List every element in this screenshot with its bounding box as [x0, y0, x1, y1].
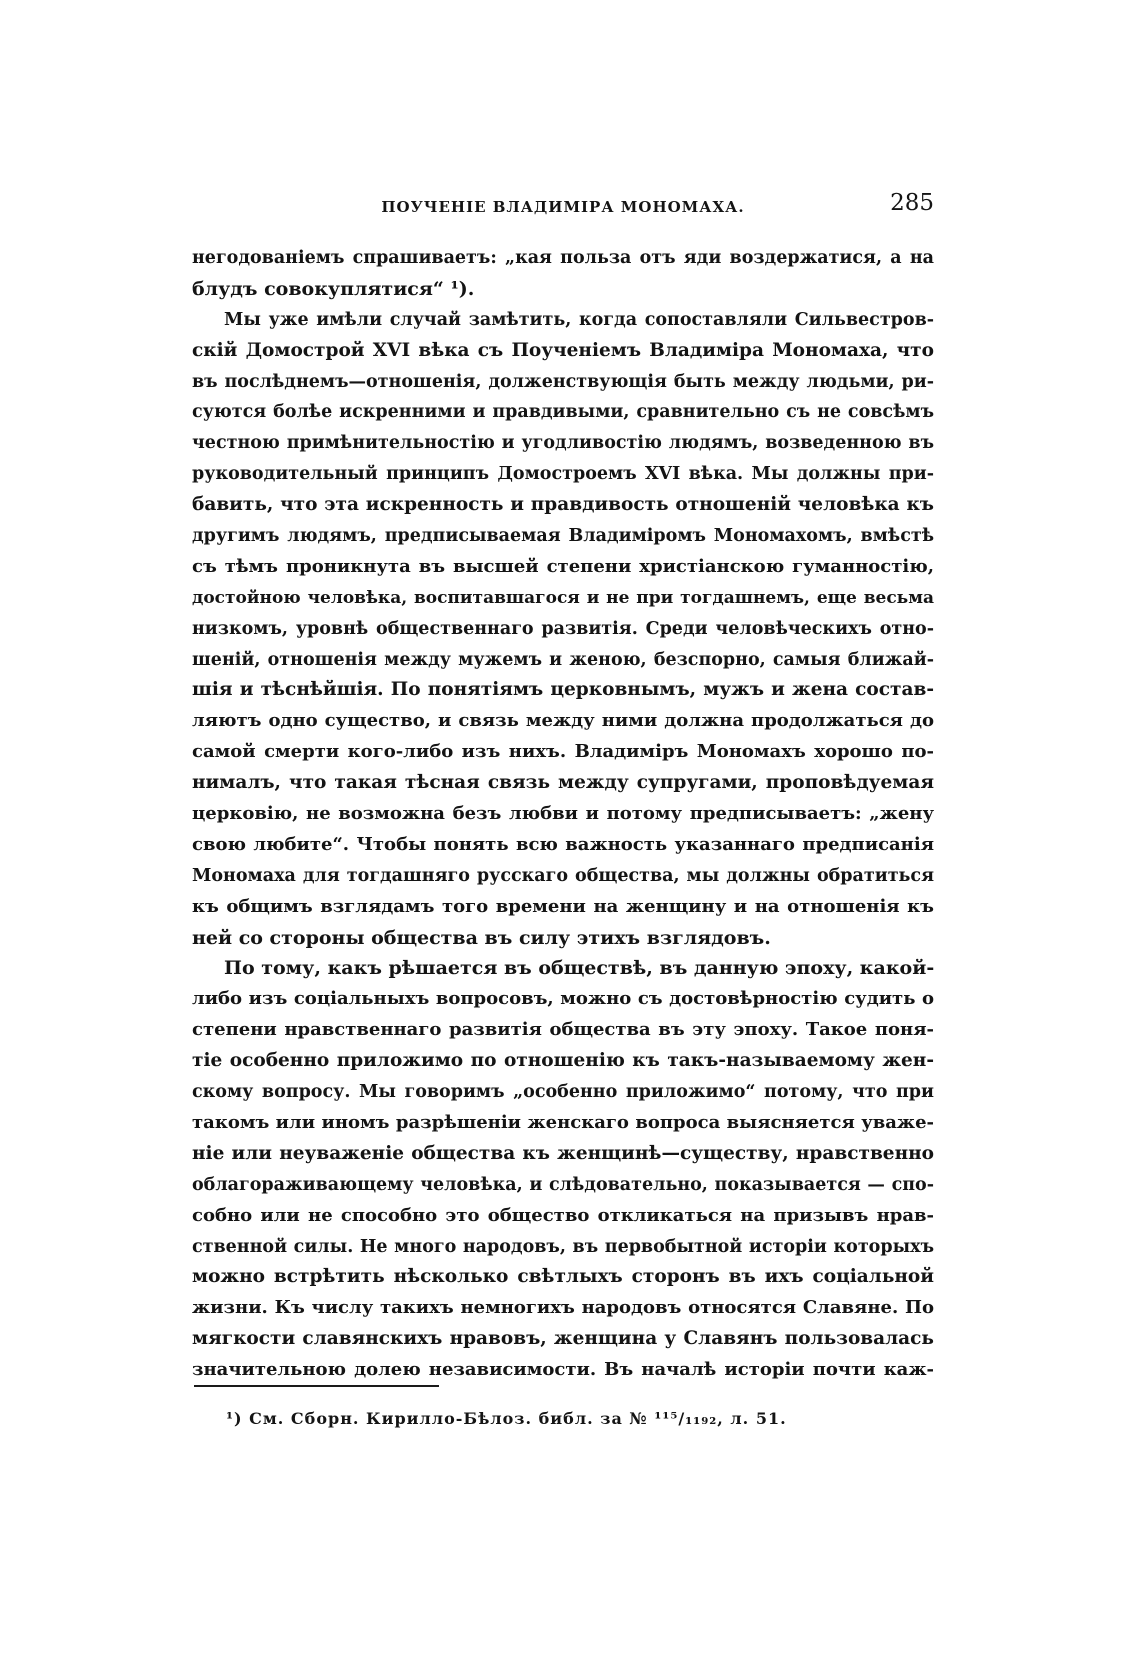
- running-head: [192, 190, 934, 230]
- text-line: къ общимъ взглядамъ того времени на женщину и на отношенія къ: [192, 895, 934, 917]
- text-line: ней со стороны общества въ силу этихъ взглядовъ.: [192, 926, 771, 949]
- text-line: низкомъ, уровнѣ общественнаго развитія. Среди человѣческихъ отно-: [192, 618, 934, 639]
- footnote: ¹) См. Сборн. Кирилло-Бѣлоз. библ. за № ¹¹⁵/₁₁₉₂, л. 51.: [226, 1409, 787, 1428]
- text-line: блудъ совокуплятися“ ¹).: [192, 277, 475, 300]
- text-line: самой смерти кого-либо изъ нихъ. Владиміръ Мономахъ хорошо по-: [192, 741, 934, 763]
- body-text: [192, 243, 934, 1386]
- text-line: ственной силы. Не много народовъ, въ первобытной исторіи которыхъ: [192, 1236, 934, 1257]
- text-line: съ тѣмъ проникнута въ высшей степени христіанскою гуманностію,: [192, 555, 934, 577]
- text-line: Мы уже имѣли случай замѣтить, когда сопоставляли Сильвестров-: [224, 309, 934, 330]
- text-line: скому вопросу. Мы говоримъ „особенно приложимо“ потому, что при: [192, 1082, 934, 1103]
- text-line: скій Домострой XVI вѣка съ Поученіемъ Владиміра Мономаха, что: [192, 339, 934, 361]
- text-line: руководительный принципъ Домостроемъ XVI вѣка. Мы должны при-: [192, 464, 934, 485]
- text-line: собно или не способно это общество откликаться на призывъ нрав-: [192, 1204, 934, 1226]
- text-line: бавить, что эта искренность и правдивость отношеній человѣка къ: [192, 494, 934, 516]
- text-line: суются болѣе искренними и правдивыми, сравнительно съ не совсѣмъ: [192, 402, 934, 423]
- text-line: церковію, не возможна безъ любви и потому предписываетъ: „жену: [192, 803, 934, 825]
- page-number: 285: [890, 190, 934, 216]
- text-line: достойною человѣка, воспитавшагося и не при тогдашнемъ, еще весьма: [192, 587, 934, 608]
- text-line: ляютъ одно существо, и связь между ними должна продолжаться до: [192, 710, 934, 732]
- text-line: значительною долею независимости. Въ началѣ исторіи почти каж-: [192, 1359, 934, 1381]
- text-line: По тому, какъ рѣшается въ обществѣ, въ данную эпоху, какой-: [224, 957, 934, 980]
- text-line: въ послѣднемъ—отношенія, долженствующія быть между людьми, ри-: [192, 371, 934, 392]
- text-line: тіе особенно приложимо по отношенію къ такъ-называемому жен-: [192, 1050, 934, 1072]
- text-line: нималъ, что такая тѣсная связь между супругами, проповѣдуемая: [192, 772, 934, 794]
- text-line: мягкости славянскихъ нравовъ, женщина у Славянъ пользовалась: [192, 1328, 934, 1350]
- text-line: Мономаха для тогдашняго русскаго общества, мы должны обратиться: [192, 865, 934, 886]
- text-line: свою любите“. Чтобы понять всю важность указаннаго предписанія: [192, 833, 934, 855]
- text-line: ніе или неуваженіе общества къ женщинѣ—существу, нравственно: [192, 1142, 934, 1164]
- text-line: либо изъ соціальныхъ вопросовъ, можно съ достовѣрностію судить о: [192, 988, 934, 1010]
- text-line: облагораживающему человѣка, и слѣдовательно, показывается — спо-: [192, 1174, 934, 1195]
- text-line: можно встрѣтить нѣсколько свѣтлыхъ сторонъ въ ихъ соціальной: [192, 1266, 934, 1288]
- text-line: степени нравственнаго развитія общества въ эту эпоху. Такое поня-: [192, 1019, 934, 1041]
- text-line: другимъ людямъ, предписываемая Владиміромъ Мономахомъ, вмѣстѣ: [192, 526, 934, 547]
- text-line: честною примѣнительностію и угодливостію людямъ, возведенною въ: [192, 433, 934, 454]
- text-line: жизни. Къ числу такихъ немногихъ народовъ относятся Славяне. По: [192, 1297, 934, 1319]
- text-line: шія и тѣснѣйшія. По понятіямъ церковнымъ, мужъ и жена состав-: [192, 679, 934, 701]
- text-line: такомъ или иномъ разрѣшеніи женскаго вопроса выясняется уваже-: [192, 1111, 934, 1133]
- text-line: шеній, отношенія между мужемъ и женою, безспорно, самыя ближай-: [192, 649, 934, 670]
- footnote-divider: [194, 1385, 439, 1387]
- running-title: ПОУЧЕНІЕ ВЛАДИМІРА МОНОМАХА.: [381, 198, 745, 216]
- text-line: негодованіемъ спрашиваетъ: „кая польза отъ яди воздержатися, а на: [192, 248, 934, 268]
